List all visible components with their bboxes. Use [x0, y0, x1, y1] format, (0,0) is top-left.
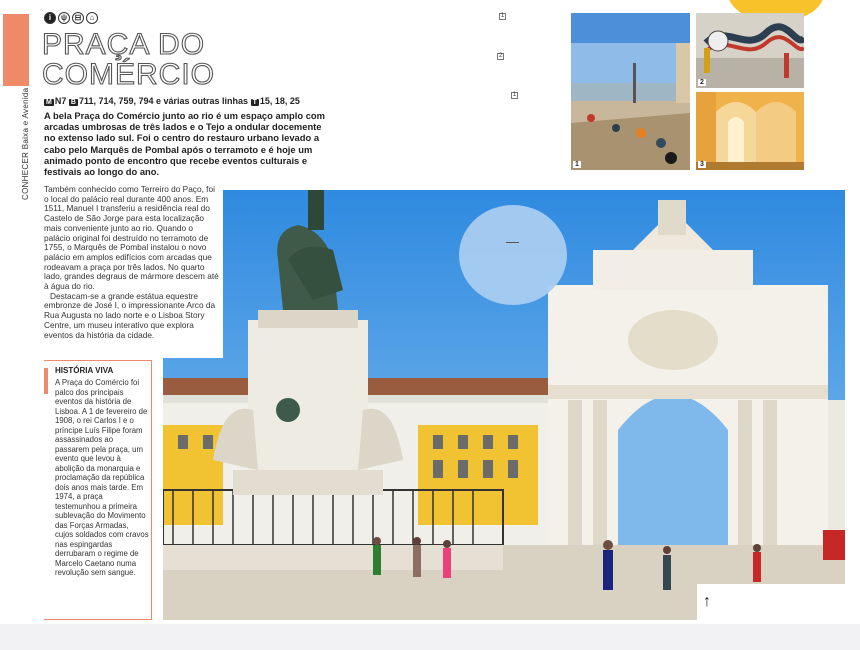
bus-text: 711, 714, 759, 794 e várias outras linhas	[78, 96, 249, 106]
callout-marker: 2	[498, 53, 503, 59]
body-paragraph-2: Destacam-se a grande estátua equestre embronze de José I, o impressionante Arco da Rua Augusta no lado norte e o Lisboa Story Centre, um museu interativo que explora eventos da história da cidade.	[44, 290, 216, 340]
blue-circle-marker	[459, 205, 567, 305]
section-side-label: CONHECER Baixa e Avenida	[21, 87, 30, 200]
bus-icon: B	[70, 99, 76, 106]
section-tab	[3, 14, 29, 86]
sidebar-title: HISTÓRIA VIVA	[55, 366, 114, 375]
tram-icon: T	[252, 99, 257, 106]
title-line-1: PRAÇA DO	[42, 28, 206, 61]
sidebar-text: A Praça do Comércio foi palco dos principais eventos da história de Lisboa. A 1 de fevereiro de 1908, o rei Carlos I e o príncipe Luís Filipe foram assassinados ao passarem pela praça, um evento que levou à abolição da monarquia e proclamação da república dois anos mais tarde. Em 1974, a praça testemunhou a primeira sublevação do Movimento das Forças Armadas, cujos soldados com cravos nas espingardas derrubaram o regime de Marcelo Caetano numa revolução sem sangue.	[55, 378, 149, 577]
arcade-photo	[696, 92, 804, 170]
body-paragraph-1: Também conhecido como Terreiro do Paço, foi o local do palácio real durante 400 anos. Em 1511, Manuel I transferiu a residência real do Castelo de São Jorge para esta localização mais conveniente junto ao rio. Quando o palácio original foi destruído no terramoto de 1755, o Marquês de Pombal instalou o novo palácio em amplos edifícios com arcadas que rodeavam a praça por três lados. No quarto lado, grandes degraus de mármore descem até à água do rio.	[44, 184, 219, 292]
title-line-2: COMÉRCIO	[42, 58, 215, 91]
shop-icon: ⊟	[72, 12, 84, 24]
transport-info	[44, 96, 300, 106]
callout-marker: 1	[500, 13, 505, 19]
intro-paragraph: A bela Praça do Comércio junto ao rio é um espaço amplo com arcadas umbrosas de três lados e o Tejo a ondular docemente no extenso lado sul. Foi o centro do restauro urbano levado a cabo pelo Marquês de Pombal após o terramoto e é hoje um animado ponto de encontro que recebe eventos culturais e festivais ao longo do ano.	[44, 110, 325, 178]
sidebar-accent-bar	[44, 368, 48, 394]
thumbnail-number: 1	[575, 161, 579, 168]
metro-text: N7	[54, 96, 67, 106]
waterfront-photo	[571, 13, 690, 170]
scroll-up-button[interactable]: ↑	[697, 584, 845, 620]
fork-icon: ψ	[58, 12, 70, 24]
metro-icon: M	[46, 99, 52, 106]
page-title	[42, 30, 302, 90]
body-text	[44, 185, 220, 340]
star-circle-icon: ⌂	[86, 12, 98, 24]
info-circle-icon: i	[44, 12, 56, 24]
blue-circle-dash	[506, 242, 519, 243]
rating-icons	[44, 12, 98, 24]
tram-text: 15, 18, 25	[259, 96, 300, 106]
thumbnail-photo-1	[571, 13, 690, 170]
tile-art-photo	[696, 13, 804, 88]
thumbnail-number: 3	[700, 161, 704, 168]
thumbnail-number: 2	[700, 79, 704, 86]
callout-marker: 1	[512, 92, 517, 98]
thumbnail-photo-2	[696, 13, 804, 88]
thumbnail-photo-3	[696, 92, 804, 170]
bottom-bar	[0, 624, 860, 650]
